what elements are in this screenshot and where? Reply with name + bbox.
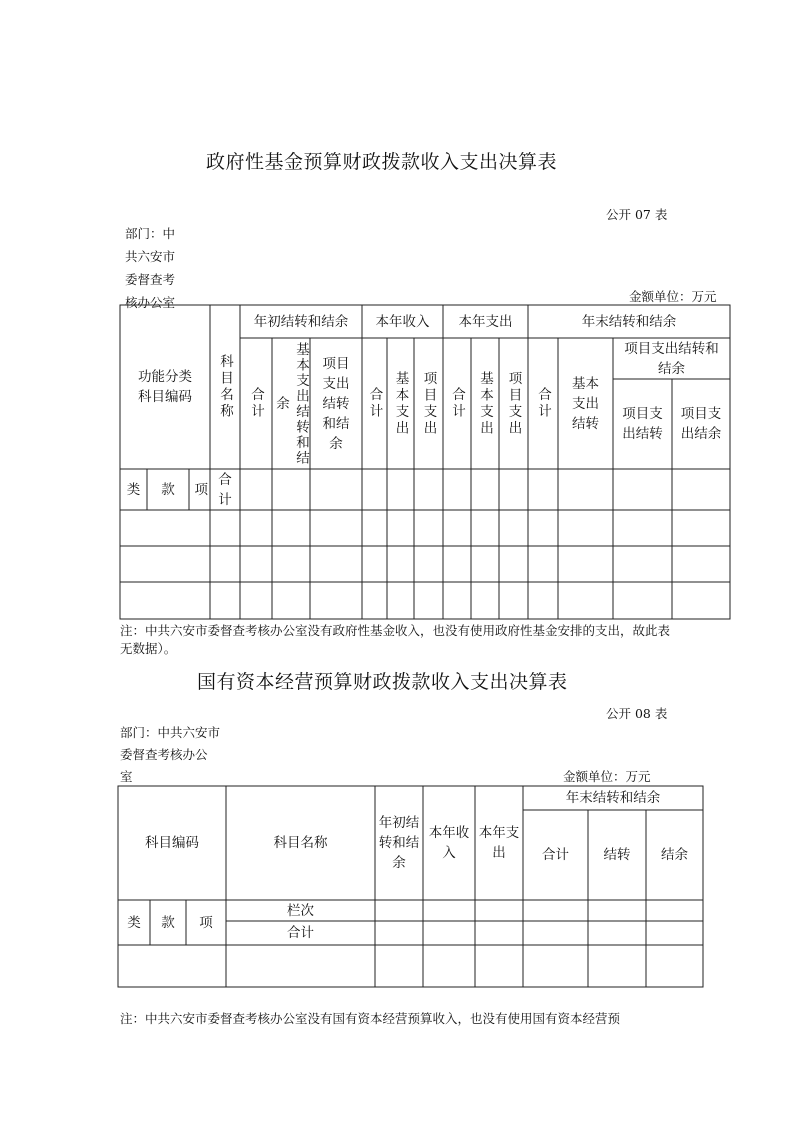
t2-kuan: 款 — [161, 914, 175, 931]
t1-begin-project: 项目支出结转和结余 — [322, 355, 350, 452]
table1-code: 公开 07 表 — [606, 207, 668, 222]
t1-expense-total: 合计 — [449, 387, 465, 420]
t1-end-basic: 基本 支出 结转 — [572, 375, 599, 432]
t1-end-project: 项目支出结转和 结余 — [624, 340, 719, 377]
t1-header-name: 科目名称 — [217, 354, 233, 420]
t2-header-income: 本年收 入 — [428, 825, 470, 861]
t2-end-carry: 结转 — [603, 847, 631, 863]
t1-end-project-carry: 项目支 出结转 — [622, 406, 663, 442]
table1-note: 注：中共六安市委督查考核办公室没有政府性基金收入，也没有使用政府性基金安排的支出，故此表无数据）。 — [120, 623, 671, 656]
table1-dept: 部门：中 共六安市 委督查考 核办公室 — [125, 226, 176, 310]
table2-dept: 部门：中共六安市 委督查考核办公 室 — [120, 725, 221, 784]
t2-end-total: 合计 — [542, 847, 569, 863]
t1-income-total: 合计 — [366, 387, 383, 420]
t2-header-expense: 本年支 出 — [478, 825, 520, 861]
t2-header-code: 科目编码 — [145, 835, 199, 851]
t2-end-balance: 结余 — [661, 847, 688, 863]
t1-header-income: 本年收入 — [375, 313, 430, 330]
table2-code: 公开 08 表 — [606, 706, 668, 721]
t2-header-name: 科目名称 — [273, 835, 328, 851]
table1-title: 政府性基金预算财政拨款收入支出决算表 — [206, 151, 558, 173]
t1-sum-label: 合 计 — [218, 471, 232, 508]
t1-header-begin: 年初结转和结余 — [253, 313, 349, 330]
t1-expense-project: 项目支出 — [505, 370, 522, 437]
t1-expense-basic: 基本支出 — [477, 370, 493, 437]
t2-header-end: 年末结转和结余 — [565, 790, 661, 806]
t1-begin-total: 合计 — [248, 387, 264, 420]
table1-unit: 金额单位：万元 — [629, 289, 717, 304]
table2-title: 国有资本经营预算财政拨款收入支出决算表 — [197, 671, 568, 693]
t1-header-func-code: 功能分类 科目编码 — [138, 369, 192, 405]
t1-end-project-balance: 项目支 出结余 — [680, 406, 722, 442]
t1-kuan: 款 — [161, 481, 175, 498]
t1-income-basic: 基本支出 — [392, 370, 409, 437]
t2-sum: 合计 — [287, 925, 314, 941]
t1-header-expense: 本年支出 — [458, 313, 513, 330]
t1-end-total: 合计 — [535, 387, 551, 420]
t1-xiang: 项 — [194, 481, 208, 498]
table2-note: 注：中共六安市委督查考核办公室没有国有资本经营预算收入，也没有使用国有资本经营预 — [120, 1011, 621, 1026]
t2-lei: 类 — [127, 914, 141, 931]
table2-unit: 金额单位：万元 — [563, 769, 651, 784]
t2-xiang: 项 — [199, 914, 213, 931]
t1-income-project: 项目支出 — [420, 370, 437, 437]
t1-header-end: 年末结转和结余 — [581, 313, 677, 330]
t2-column-no: 栏次 — [287, 902, 314, 919]
t2-header-begin: 年初结 转和结 余 — [378, 815, 420, 871]
t1-lei: 类 — [126, 481, 141, 498]
t1-begin-basic: 基本支出结转和结余 — [273, 341, 309, 466]
